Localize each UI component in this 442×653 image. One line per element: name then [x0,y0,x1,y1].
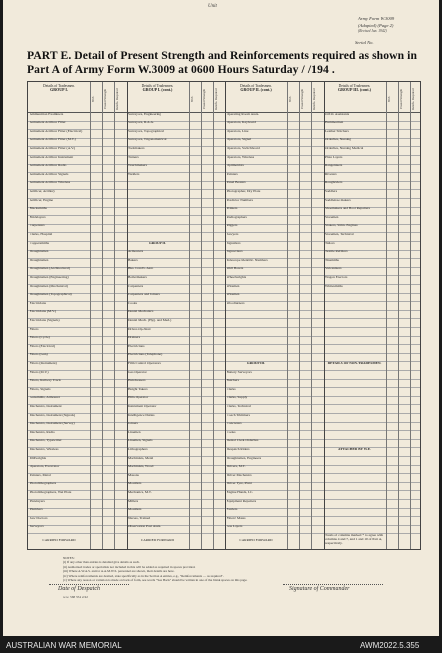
trade-name: Painters [226,172,238,176]
trade-name: Orderlies, Nursing [325,138,352,142]
date-line [49,584,129,585]
trade-name: Clerks, Technical [226,405,251,408]
subcolumn-divider [90,82,91,549]
trade-name: Linemen [128,430,141,434]
trade-name: Armament Artificer Fitter (Electrical) [29,129,83,133]
trade-name: GROUP II. [149,241,166,245]
subcolumn-divider [299,82,300,549]
trade-name: Roughriders [325,181,343,185]
group-heading: GROUP I. (cont.) [142,87,173,93]
trade-name: Engine Hands, I.C. [226,491,254,494]
trade-name: Drivers, M.T. [226,465,246,469]
trade-name: Draughtsmen [29,250,49,254]
trade-name: Bks. Cond's. Asst. [128,267,154,271]
subcolumn-heading: W.E. [386,95,391,103]
trade-name: Masons [128,473,139,477]
trade-name: Photographer, Dry Plate [226,190,261,193]
trade-name: Draughtsmen [29,258,49,262]
trade-name: Coach Trimmers [226,413,250,417]
trade-name: Concreters [226,422,242,426]
trade-name: Electricians (Telephone) [128,353,163,357]
trade-name: Radiographers [226,215,247,219]
trade-name: Surveyors, Topographical [128,129,165,133]
signature-line [283,584,383,585]
trade-name: Driver-Op./Instr [128,327,151,331]
trade-name: Hills Operator [128,396,149,400]
trade-name: Turners [128,155,139,159]
trade-name: Joiners [128,422,138,426]
trade-name: Printers [226,207,238,211]
trade-name: ATTACHED BY W.E. [338,448,371,451]
column-header [127,84,189,93]
trade-name: Photolithographers, Wet Plate [29,491,72,494]
trade-column-heading: Details of Tradesmen. [240,84,272,88]
serial-number-label: Serial No. [355,40,374,45]
trade-name: Draughtsmen, Engineers [226,456,262,460]
trade-name: Riggers [226,224,238,228]
trade-name: Clerks [226,387,236,391]
trade-name: GROUP III. [246,362,266,365]
trade-name: Blacksmiths [29,207,47,211]
trade-name: Wheelwrights [226,276,247,279]
trade-name: Predictor Numbers [226,198,254,202]
subcolumn-divider [410,82,411,549]
trade-name: Whitesmiths [325,284,343,288]
trade-name: Electricians (M.V.) [29,310,57,314]
form-title-line-1: PART E. Detail of Present Strength and Reinforcements required as shown in [27,49,418,62]
trade-name: Linemen, Signals [128,439,153,443]
trade-name: Gunsmiths, Armourer [29,396,61,400]
form-reference-page: (Adapted) (Page 2) [358,23,394,28]
trade-name: Artificer, Engine [29,198,54,202]
group-heading: GROUP I. [50,87,68,93]
trade-name: Dental Clerk Orderlies [226,439,259,443]
trade-name: Dental Mech. (Hyg. and Med.) [128,319,172,322]
subcolumn-heading: W.E. [189,95,194,103]
subcolumn-heading: Reinfs. Required [410,88,415,110]
trade-name: Battery Surveyors [226,370,252,374]
trade-name: Electricians [29,301,47,305]
trade-name: Fitters [29,327,39,331]
trade-name: Plumbers [29,508,43,512]
trade-name: Plate Layers [325,155,343,159]
notes-section [63,556,423,582]
trade-name: Nurses, Trained [128,516,151,520]
trade-name: Fitters (Gun) [29,353,48,357]
trade-name: Watchmakers [128,164,147,168]
trade-name: Clerks, Supply [226,396,248,400]
trade-name: Hairdressers [128,379,146,383]
subcolumn-divider [386,82,387,549]
footer-institution: AUSTRALIAN WAR MEMORIAL [6,641,122,650]
trade-column-heading: Details of Tradesmen. [338,84,371,88]
trade-name: Film Control Operators [128,362,161,365]
trade-name: Painters, Metal [29,473,51,477]
subcolumn-divider [102,82,103,549]
subcolumn-divider [114,82,115,549]
subcolumn-divider [189,82,190,549]
trade-name: Orderlies, Nursing Medical [325,147,364,150]
trade-name: Rangetakers [325,164,343,168]
trade-name: Carpenters [128,284,144,288]
carried-forward-cell: CARRIED FORWARD [140,538,175,543]
trade-name: Wiremen [226,284,240,288]
trade-name: Dental Mechanics [128,310,154,314]
unit-label: Unit [208,4,217,9]
trade-name: Operators, Excavator [29,465,60,469]
carried-forward-cell: CARRIED FORWARD [239,538,273,543]
note-line: (i) If any other than entries is detailed give details as such. [63,560,140,565]
note-line: (iv) Where reinforcements are desired, state specifically as in the Section A entries, e.g., "Reinforcements — as required". [63,573,224,578]
trade-name: Well Borers [226,267,244,271]
trade-name: Surveyors, Trigonometrical [128,138,167,142]
trade-name: Surveyors, Engineering [128,112,162,116]
trade-name: Intelligence Duties [128,413,155,417]
trade-name: Armament Artificer Fitter (M.V.) [29,138,76,142]
carried-forward-cell: CARRIED FORWARD [42,538,76,543]
subcolumn-heading: W.E. [288,95,292,103]
subcolumn-heading: Reinfs. Required [115,88,120,110]
trade-name: Mechanics, Wireless [29,448,59,451]
trade-name: Carpenters [29,224,45,228]
subcolumn-divider [398,82,399,549]
trade-name: Operators, Line [226,129,249,133]
trade-name: Armourers [128,250,144,254]
trade-name: Carpenters and Joiners [128,293,160,297]
trade-name: Mechanics, Radio [29,430,55,434]
trade-name: Fitters (Cycle) [29,336,50,340]
carried-forward-cell: Totals of columns marked * to agree with columns 4 and 7, and 1 and 10 of Part A, respectively. [325,534,384,545]
trade-name: Storemen, Technical [325,233,354,236]
column-header [225,84,287,93]
trade-name: Fitters' Mates [226,516,246,520]
note-line: (iii) Where A.W.A.S. and/or A.A.M.W.S. personnel are shown, their details are here. [63,569,175,574]
trade-name: Operators, Wireless [226,155,255,159]
trade-name: Panel Beaters [226,181,246,185]
trade-name: Saddlers [325,190,338,193]
trade-name: Mechanics, Typewriter [29,439,62,443]
trade-name: Telescope Identific. Numbers [226,258,268,262]
trade-name: Signwriters [226,250,243,254]
trade-name: Electricians (Signals) [29,319,60,322]
trade-name: Surveyors, R.A.A. [128,121,154,125]
trade-name: Stokers, Stmn. Engines [325,224,358,228]
trade-name: Ammunition Examiners [29,112,64,116]
trade-name: Artificer, Artillery [29,190,56,193]
trade-name: Equipment Repairers [226,499,257,503]
trade-name: Fitters, Railway Track [29,379,61,383]
trade-name: Despatch Riders [226,448,250,451]
trade-name: Leather Stitchers [325,129,349,133]
form-title-line-2: Part A of Army Form W.3009 at 0600 Hours Saturday / /194 . [27,63,335,76]
trade-name: Coppersmiths [29,241,49,245]
trade-name: Woodturners [226,301,245,305]
trade-name: Moulders [128,482,142,486]
trade-name: Riveters [325,172,337,176]
trade-name: Operators, Switchboard [226,147,260,150]
trade-name: Cooks [226,430,236,434]
group-heading: GROUP II. (cont.) [240,87,272,93]
trade-name: Cooks [128,301,137,305]
subcolumn-divider [201,82,202,549]
trade-name: Machinists, Metal [128,456,154,460]
trade-name: Farriers [226,508,238,512]
trade-column-heading: Details of Tradesmen. [43,84,75,88]
trade-name: Draughtsmen (Architectural) [29,267,71,271]
trade-name: Height Takers [128,387,148,391]
trade-name: Operating Room Assts. [226,112,260,116]
trade-name: Shoemakers and Boot Repairers [325,207,371,211]
trade-name: DETAILS OF NON-TRADESMEN. [327,362,382,365]
subcolumn-heading: W.E. [91,95,95,103]
trade-name: Armament Artificer Radio [29,164,67,168]
trade-name: Signallers [226,241,241,245]
subcolumn-heading: Posted Strength [201,88,206,110]
trade-name: Mechanics, Instrument (Survey) [29,422,75,426]
note-line: (v) Where any reason or variation is made on back of form, see words "See Back" should be written in one of the blank spaces on this page. [63,578,248,583]
subcolumn-heading: Reinfs. Required [213,88,218,110]
subcolumn-divider [287,82,288,549]
trade-name: Vulcanizers [325,267,342,271]
trade-name: Mechanics, Instrument (Signals) [29,413,76,417]
trade-name: Saddletree makers [325,198,351,202]
footer-accession-id: AWM2022.5.355 [360,641,420,650]
trade-column-heading: Details of Tradesmen. [141,84,174,88]
trade-name: Millwrights [29,456,47,460]
trade-name: Fitters (M.V.) [29,370,49,374]
trade-name: Butchers [226,379,239,383]
trade-name: Boilermakers [128,276,147,279]
trade-name: Tailors [325,241,335,245]
trade-name: Machinists, Wood [128,465,154,469]
subcolumn-heading: Posted Strength [398,88,403,110]
trade-name: Electricians [128,344,145,348]
trade-name: Operators, Signal [226,138,251,142]
trade-name: Mechanics, M.T. [128,491,152,494]
commander-signature-label: Signature of Commander [289,586,350,592]
trade-name: Bricklayers [29,215,46,219]
trade-name: Draughtsmen (Topographical) [29,293,72,297]
trade-name: Gas Layers [226,525,243,529]
strength-table [27,81,421,550]
trade-name: Photolithographers [29,482,57,486]
note-line: (ii) Authorised trades or specialists not included in this will be added as required in spaces provided. [63,564,196,569]
group-heading: GROUP III. (cont.) [338,87,371,93]
trade-name: Optimetrists [226,164,244,168]
trade-name: Driver Mechanics [226,473,252,477]
trade-name: Surveyors [29,525,44,529]
trade-name: Welders [128,172,140,176]
column-header [324,84,386,93]
trade-name: Clerks, Hospital [29,233,53,236]
trade-name: Drainers [128,336,141,340]
trade-name: Observation Post Assts. [128,525,162,529]
form-sheet [3,0,439,636]
trade-name: Instrument Operator [128,405,157,408]
date-of-despatch-label: Date of Despatch [58,586,100,592]
column-header [28,84,90,93]
form-reference: Army Form W.3009 [358,16,395,21]
trade-name: Draughtsmen (Engineering) [29,276,69,279]
trade-name: Wiremen [226,293,240,297]
trade-name: Millers [128,499,139,503]
trade-name: Platelayers [29,499,45,503]
trade-name: Operators, Keyboard [226,121,256,125]
subcolumn-heading: Posted Strength [103,88,108,110]
trade-name: Armament Artificer Fitter (A.V.) [29,147,76,150]
trade-name: Toolmakers [128,147,145,150]
print-code: w.w. 568 354 2/42 [63,595,88,599]
trade-name: Storemen [325,215,339,219]
trade-name: Armament Artificer Fitter [29,121,66,125]
trade-name: Armament Artificer Signals [29,172,69,176]
trade-name: Lithographers [128,448,148,451]
trade-name: Fitters, Signals [29,387,51,391]
trade-name: O.P.O. Assistants [325,112,350,116]
trade-name: Driver Tyre, Plant [226,482,252,486]
trade-name: Armament Artificer Wireless [29,181,71,185]
trade-name: Sawyers [226,233,239,236]
subcolumn-heading: Posted Strength [300,88,305,110]
trade-name: Hammermen [325,121,344,125]
trade-name: Fitters (Electrical) [29,344,56,348]
trade-name: Bakers [128,258,138,262]
notes-label: NOTES: [63,556,75,560]
subcolumn-heading: Reinfs. Required [312,88,317,110]
trade-name: Armament Artificer Instrument [29,155,74,159]
trade-name: Textile Refitters [325,250,348,254]
trade-name: Mechanics, Instrument [29,405,62,408]
trade-name: Wagon Erectors [325,276,348,279]
trade-name: Draughtsmen (Mechanical) [29,284,68,288]
trade-name: Fitters (Instrument) [29,362,57,365]
trade-name: Tinsmiths [325,258,339,262]
subcolumn-divider [213,82,214,549]
trade-name: Gas Operator [128,370,147,374]
trade-name: Moulders [128,508,142,512]
subcolumn-divider [311,82,312,549]
form-revision: (Revised Jan. 1942) [358,29,387,33]
trade-name: Saw Doctors [29,516,48,520]
